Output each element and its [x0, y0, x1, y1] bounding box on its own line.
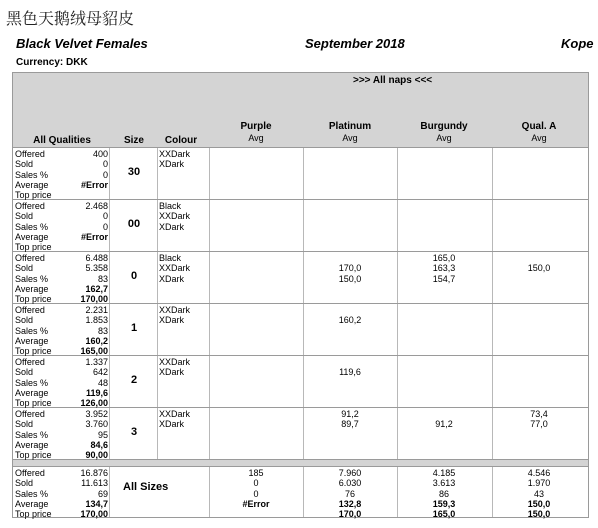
- row-values-line: 90,00: [85, 450, 108, 461]
- totals-quala-line: 1.970: [527, 478, 551, 489]
- burgundy-avg: [398, 409, 490, 430]
- row-values: [53, 149, 108, 200]
- row-values-line: 0: [102, 221, 108, 232]
- platinum-avg-line: 91,2: [341, 409, 359, 419]
- row-labels-line: Sales %: [15, 377, 49, 388]
- column-divider: [109, 467, 110, 517]
- row-values-line: 642: [92, 367, 108, 378]
- row-labels-line: Average: [15, 231, 49, 242]
- column-divider: [109, 408, 110, 459]
- size-block: [12, 408, 589, 460]
- row-labels-line: Sales %: [15, 325, 49, 336]
- colour-list-line: XXDark: [159, 211, 191, 222]
- column-divider: [303, 200, 304, 251]
- size-value: 30: [127, 166, 141, 178]
- colour-list-line: XXDark: [159, 409, 191, 419]
- row-labels-line: Top price: [15, 190, 52, 201]
- row-values-line: 170,00: [80, 294, 108, 305]
- colour-list: [159, 201, 190, 232]
- row-labels-line: Offered: [15, 357, 45, 367]
- avg-label: Avg: [436, 133, 452, 143]
- row-values: [53, 409, 108, 460]
- row-labels: [15, 305, 52, 356]
- row-labels-line: Top price: [15, 242, 52, 253]
- column-divider: [303, 148, 304, 199]
- totals-burgundy: [398, 468, 490, 519]
- colour-list-line: XDark: [159, 315, 185, 326]
- row-values-line: 84,6: [90, 439, 108, 450]
- colour-list: [159, 357, 190, 378]
- row-values-line: #Error: [80, 231, 108, 242]
- colour-list-line: Black: [159, 201, 182, 211]
- totals-burgundy-line: 159,3: [432, 498, 456, 509]
- colour-list: [159, 253, 190, 284]
- burgundy-avg-line: [398, 409, 490, 419]
- row-values-line: 160,2: [85, 335, 108, 346]
- colour-list-line: XXDark: [159, 149, 191, 159]
- colour-list-line: XDark: [159, 159, 185, 170]
- row-labels-line: Offered: [15, 201, 45, 211]
- totals-burgundy-line: 3.613: [432, 478, 456, 489]
- colour-list: [159, 409, 190, 430]
- column-divider: [492, 304, 493, 355]
- size-block: [12, 356, 589, 408]
- totals-values: [53, 468, 108, 519]
- colour-list: [159, 149, 190, 170]
- size-block: [12, 148, 589, 200]
- avg-label: Avg: [342, 133, 358, 143]
- totals-labels-line: Average: [15, 498, 49, 509]
- row-labels: [15, 409, 52, 460]
- row-labels-line: Sold: [15, 419, 34, 430]
- totals-labels-line: Offered: [15, 468, 45, 478]
- platinum-avg: [304, 253, 396, 284]
- totals-platinum-line: 132,8: [338, 498, 362, 509]
- row-labels-line: Average: [15, 439, 49, 450]
- totals-purple: [210, 468, 302, 519]
- totals-burgundy-line: 86: [438, 488, 449, 499]
- row-labels-line: Sales %: [15, 273, 49, 284]
- size-block: [12, 200, 589, 252]
- row-values-line: 119,6: [85, 387, 108, 398]
- row-labels: [15, 201, 52, 252]
- totals-platinum-line: 6.030: [338, 478, 362, 489]
- row-labels-line: Average: [15, 335, 49, 346]
- colour-list-line: XXDark: [159, 263, 191, 274]
- quala-avg-line: 150,0: [527, 263, 551, 274]
- column-divider: [209, 200, 210, 251]
- row-values-line: 0: [102, 169, 108, 180]
- totals-purple-line: 185: [248, 468, 264, 478]
- totals-quala-line: 43: [533, 488, 544, 499]
- quala-avg-line: 73,4: [530, 409, 548, 419]
- platinum-avg-line: [304, 253, 396, 263]
- row-labels-line: Average: [15, 283, 49, 294]
- row-labels-line: Sales %: [15, 221, 49, 232]
- row-labels-line: Average: [15, 179, 49, 190]
- totals-burgundy-line: 165,0: [432, 509, 456, 520]
- totals-labels: [15, 468, 52, 519]
- row-labels-line: Sold: [15, 211, 34, 222]
- burgundy-avg-line: 163,3: [432, 263, 456, 274]
- column-divider: [157, 408, 158, 459]
- row-values: [53, 201, 108, 252]
- totals-labels-line: Top price: [15, 509, 52, 520]
- column-divider: [209, 408, 210, 459]
- row-values-line: [53, 242, 108, 252]
- burgundy-avg-line: 165,0: [432, 253, 456, 263]
- column-divider: [397, 200, 398, 251]
- column-divider: [157, 356, 158, 407]
- totals-values-line: 69: [97, 488, 108, 499]
- totals-block: [12, 466, 589, 518]
- platinum-avg: [304, 357, 396, 378]
- quala-avg-line: 77,0: [530, 419, 548, 430]
- row-values-line: 83: [97, 325, 108, 336]
- image-caption: 黑色天鹅绒母貂皮: [6, 9, 135, 28]
- col-header-size: Size: [123, 135, 144, 146]
- quala-avg-line: [493, 253, 585, 263]
- colour-list-line: XDark: [159, 419, 185, 430]
- column-divider: [397, 304, 398, 355]
- burgundy-avg-line: 91,2: [435, 419, 453, 430]
- totals-quala: [493, 468, 585, 519]
- row-labels-line: Sold: [15, 263, 34, 274]
- row-values-line: 3.952: [85, 409, 108, 419]
- column-divider: [397, 356, 398, 407]
- totals-labels-line: Sales %: [15, 488, 49, 499]
- row-values-line: 2.468: [85, 201, 108, 211]
- row-labels-line: Top price: [15, 346, 52, 357]
- totals-platinum-line: 170,0: [338, 509, 362, 520]
- row-labels-line: Average: [15, 387, 49, 398]
- colour-list-line: XDark: [159, 367, 185, 378]
- platinum-avg-line: [304, 357, 396, 367]
- row-labels: [15, 253, 52, 304]
- column-divider: [209, 148, 210, 199]
- row-values-line: 83: [97, 273, 108, 284]
- platinum-avg: [304, 409, 396, 430]
- row-labels-line: Sold: [15, 315, 34, 326]
- column-divider: [157, 304, 158, 355]
- row-values-line: 0: [102, 159, 108, 170]
- colour-list-line: XXDark: [159, 357, 191, 367]
- row-values-line: #Error: [80, 179, 108, 190]
- currency-label: Currency: DKK: [16, 57, 88, 68]
- colour-list-line: XDark: [159, 221, 185, 232]
- burgundy-avg: [398, 253, 490, 284]
- row-labels-line: Top price: [15, 450, 52, 461]
- totals-purple-line: 0: [253, 488, 259, 499]
- row-values-line: 48: [97, 377, 108, 388]
- platinum-avg-line: 160,2: [338, 315, 362, 326]
- col-header-qualities: All Qualities: [33, 135, 91, 146]
- column-divider: [109, 252, 110, 303]
- row-values-line: 165,00: [80, 346, 108, 357]
- platinum-avg-line: 150,0: [338, 273, 362, 284]
- report-location: Kope: [561, 36, 594, 51]
- row-values-line: 6.488: [85, 253, 108, 263]
- totals-values-line: 16.876: [80, 468, 108, 478]
- column-divider: [157, 252, 158, 303]
- row-values-line: 5.358: [85, 263, 108, 274]
- avg-label: Avg: [248, 133, 264, 143]
- size-value: 0: [130, 270, 138, 282]
- row-labels-line: Sales %: [15, 429, 49, 440]
- row-labels-line: Sold: [15, 367, 34, 378]
- column-divider: [492, 148, 493, 199]
- platinum-avg-line: [304, 305, 396, 315]
- totals-labels-line: Sold: [15, 478, 34, 489]
- row-labels-line: Offered: [15, 253, 45, 263]
- column-divider: [397, 148, 398, 199]
- colour-list-line: XDark: [159, 273, 185, 284]
- column-divider: [209, 252, 210, 303]
- auction-results-table: [12, 72, 589, 520]
- row-values-line: 95: [97, 429, 108, 440]
- row-labels: [15, 357, 52, 408]
- row-labels-line: Sold: [15, 159, 34, 170]
- size-block: [12, 252, 589, 304]
- column-divider: [109, 304, 110, 355]
- column-divider: [109, 148, 110, 199]
- size-value: 2: [130, 374, 138, 386]
- totals-platinum-line: 7.960: [338, 468, 362, 478]
- row-labels-line: Offered: [15, 305, 45, 315]
- column-divider: [209, 356, 210, 407]
- row-values-line: 2.231: [85, 305, 108, 315]
- totals-values-line: 134,7: [85, 498, 108, 509]
- col-header-purple: Purple Avg: [210, 121, 302, 143]
- colour-list-line: Black: [159, 253, 182, 263]
- report-title: Black Velvet Females: [16, 36, 148, 51]
- column-divider: [209, 304, 210, 355]
- column-divider: [492, 200, 493, 251]
- quala-avg: [493, 253, 585, 274]
- col-header-quala: Qual. A Avg: [493, 121, 585, 143]
- all-sizes-label: All Sizes: [123, 481, 169, 493]
- platinum-avg-line: 170,0: [338, 263, 362, 274]
- row-values-line: 1.337: [85, 357, 108, 367]
- totals-purple-line: #Error: [242, 498, 270, 509]
- report-title-row: [0, 36, 598, 54]
- colour-list: [159, 305, 190, 326]
- size-value: 1: [130, 322, 138, 334]
- row-values-line: 162,7: [85, 283, 108, 294]
- platinum-avg-line: 89,7: [341, 419, 359, 430]
- row-labels-line: Offered: [15, 409, 45, 419]
- row-labels-line: Sales %: [15, 169, 49, 180]
- row-labels: [15, 149, 52, 200]
- totals-values-line: 170,00: [80, 509, 108, 520]
- row-values-line: 3.760: [85, 419, 108, 430]
- row-values-line: 126,00: [80, 398, 108, 409]
- col-header-platinum: Platinum Avg: [304, 121, 396, 143]
- quala-avg: [493, 409, 585, 430]
- row-values-line: 1.853: [85, 315, 108, 326]
- platinum-avg-line: 119,6: [339, 367, 361, 378]
- col-header-colour: Colour: [164, 135, 198, 146]
- report-date: September 2018: [305, 36, 405, 51]
- totals-purple-line: 0: [253, 478, 259, 489]
- column-divider: [157, 200, 158, 251]
- colour-list-line: XXDark: [159, 305, 191, 315]
- totals-platinum: [304, 468, 396, 519]
- col-header-burgundy: Burgundy Avg: [398, 121, 490, 143]
- column-divider: [109, 356, 110, 407]
- row-values-line: 400: [92, 149, 108, 159]
- table-header: >>> All naps <<< All Qualities Size Colour Purple Avg Platinum Avg Burgundy Avg Qual. A Avg: [12, 72, 589, 148]
- totals-platinum-line: 76: [344, 488, 355, 499]
- column-divider: [109, 200, 110, 251]
- row-values: [53, 305, 108, 356]
- size-value: 3: [130, 426, 138, 438]
- totals-purple-line: [210, 509, 302, 519]
- burgundy-avg-line: 154,7: [432, 273, 456, 284]
- totals-values-line: 11.613: [81, 478, 108, 489]
- platinum-avg: [304, 305, 396, 326]
- row-values: [53, 253, 108, 304]
- column-divider: [492, 356, 493, 407]
- column-divider: [157, 148, 158, 199]
- row-values: [53, 357, 108, 408]
- row-values-line: [53, 190, 108, 200]
- totals-quala-line: 150,0: [527, 509, 551, 520]
- totals-quala-line: 4.546: [527, 468, 551, 478]
- totals-quala-line: 150,0: [527, 498, 551, 509]
- row-labels-line: Offered: [15, 149, 45, 159]
- avg-label: Avg: [531, 133, 547, 143]
- size-value: 00: [127, 218, 141, 230]
- row-values-line: 0: [102, 211, 108, 222]
- totals-burgundy-line: 4.185: [432, 468, 456, 478]
- row-labels-line: Top price: [15, 398, 52, 409]
- row-labels-line: Top price: [15, 294, 52, 305]
- size-block: [12, 304, 589, 356]
